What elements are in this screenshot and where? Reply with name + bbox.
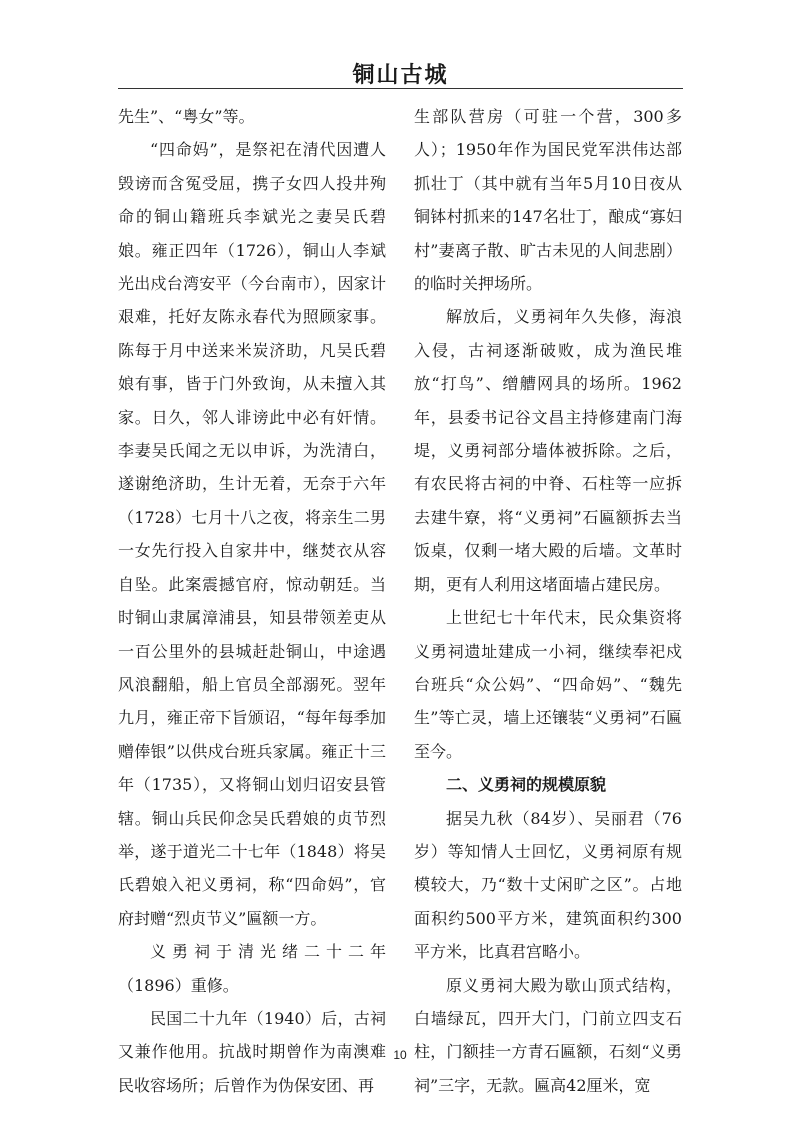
paragraph: 解放后，义勇祠年久失修，海浪入侵，古祠逐渐破败，成为渔民堆放“打鸟”、缯艚网具的场所。1962年，县委书记谷文昌主持修建南门海堤，义勇祠部分墙体被拆除。之后，有农民将古祠的中脊、石柱等一应拆去建牛寮，将“义勇祠”石匾额拆去当饭桌，仅剩一堵大殿的后墙。文革时期，更有人利用这堵面墙占建民房。 [414,307,682,594]
paragraph: 先生”、“粤女”等。 [118,107,255,126]
paragraph: 生部队营房（可驻一个营，300多人）；1950年作为国民党军洪伟达部抓壮丁（其中就有当年5月10日夜从铜钵村抓来的147名壮丁，酿成“寡妇村”妻离子散、旷古未见的人间悲剧）的临时关押场所。 [414,107,682,294]
paragraph: 上世纪七十年代末，民众集资将义勇祠遗址建成一小祠，继续奉祀戍台班兵“众公妈”、“四命妈”、“魏先生”等亡灵，墙上还镶装“义勇祠”石匾至今。 [414,608,682,761]
running-header-title: 铜山古城 [352,63,449,88]
right-column [414,100,682,1102]
paragraph: 原义勇祠大殿为歇山顶式结构，白墙绿瓦，四开大门，门前立四支石柱，门额挂一方青石匾额，石刻“义勇祠”三字，无款。匾高42厘米，宽 [414,975,682,1095]
page-number: 10 [393,1048,407,1062]
paragraph: 义勇祠于清光绪二十二年（1896）重修。 [118,942,386,995]
header-rule [118,88,683,89]
section-heading: 二、义勇祠的规模原貌 [446,775,607,795]
left-column [118,100,386,1102]
paragraph: “四命妈”，是祭祀在清代因遭人毁谤而含冤受屈，携子女四人投井殉命的铜山籍班兵李斌光之妻吴氏碧娘。雍正四年（1726），铜山人李斌光出戍台湾安平（今台南市），因家计艰难，托好友陈永春代为照顾家事。陈每于月中送来米炭济助，凡吴氏碧娘有事，皆于门外致询，从未擅入其家。日久，邻人诽谤此中必有奸情。李妻吴氏闻之无以申诉，为洗清白，遂谢绝济助，生计无着，无奈于六年（1728）七月十八之夜，将亲生二男一女先行投入自家井中，继焚衣从容自坠。此案震撼官府，惊动朝廷。当时铜山隶属漳浦县，知县带领差吏从一百公里外的县城赶赴铜山，中途遇风浪翻船，船上官员全部溺死。翌年九月，雍正帝下旨颁诏，“每年每季加赠俸银”以供戍台班兵家属。雍正十三年（1735），又将铜山划归诏安县管辖。铜山兵民仰念吴氏碧娘的贞节烈举，遂于道光二十七年（1848）将吴氏碧娘入祀义勇祠，称“四命妈”，官府封赠“烈贞节义”匾额一方。 [118,140,386,928]
paragraph: 民国二十九年（1940）后，古祠又兼作他用。抗战时期曾作为南澳难民收容场所；后曾作为伪保安团、再 [118,1008,386,1095]
paragraph: 据吴九秋（84岁）、吴丽君（76岁）等知情人士回忆，义勇祠原有规模较大，乃“数十丈闲旷之区”。占地面积约500平方米，建筑面积约300平方米，比真君宫略小。 [414,808,682,962]
